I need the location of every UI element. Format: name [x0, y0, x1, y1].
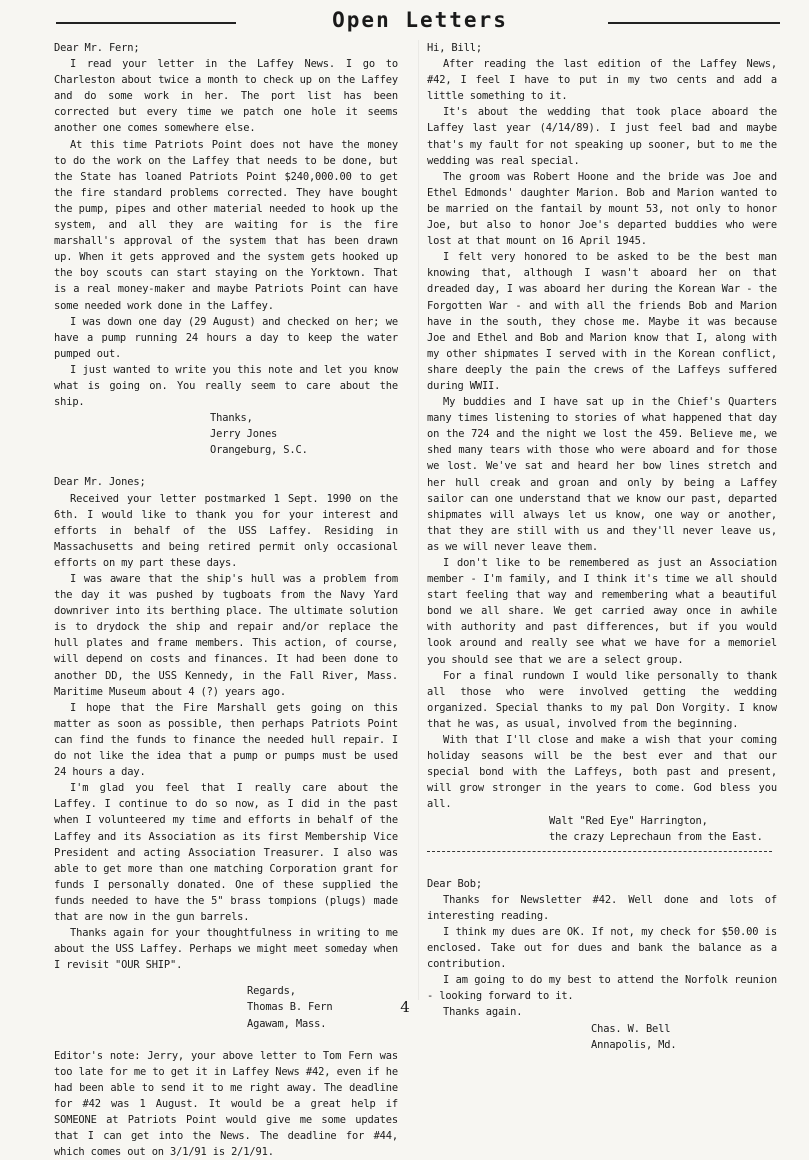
- signature-name: Walt "Red Eye" Harrington,: [549, 814, 708, 827]
- page-number: 4: [400, 998, 410, 1016]
- letter-bell: [427, 876, 777, 1053]
- letter-fern-to-jones: [54, 474, 398, 1031]
- letter-paragraph: I think my dues are OK. If not, my check for $50.00 is enclosed. Take out for dues and bank the balance as a contribution.: [427, 925, 777, 971]
- letter-paragraph: I hope that the Fire Marshall gets going on this matter as soon as possible, then perhaps Patriots Point can find the funds to finance the needed hull repair. I do not like the idea that a pump or pumps must be used 24 hours a day.: [54, 701, 398, 779]
- signature-place: the crazy Leprechaun from the East.: [549, 830, 763, 843]
- editor-note: Editor's note: Jerry, your above letter to Tom Fern was too late for me to get it in Laffey News #42, even if he had been able to send it to me right away. The deadline for #42 was 1 August. It would be a great help if SOMEONE at Patriots Point would give me some updates that I can get into the News. The deadline for #44, which comes out on 3/1/91 is 2/1/91.: [54, 1049, 398, 1159]
- signature-name: Chas. W. Bell: [591, 1022, 671, 1035]
- letter-closing: Thanks,: [210, 412, 253, 425]
- header-rule-left: [56, 22, 236, 24]
- letter-paragraph: It's about the wedding that took place aboard the Laffey last year (4/14/89). I just feel bad and maybe that's my fault for not speaking up sooner, but to me the wedding was real special.: [427, 106, 777, 167]
- letter-salutation: Dear Mr. Jones;: [54, 476, 146, 489]
- letter-paragraph: For a final rundown I would like personally to thank all those who were involved getting the wedding organized. Special thanks to my pal Don Vorgity. I know that he was, as usual, involved from the beginning.: [427, 669, 777, 730]
- letter-paragraph: I felt very honored to be asked to be the best man knowing that, although I wasn't aboard her on that dreaded day, I was aboard her during the Korean War - the Forgotten War - and with all the friends Bob and Marion have in the south, they chose me. Maybe it was because Joe and Ethel and Bob and Marion know that I, along with my other shipmates I served with in the Korean conflict, share deeply the pain the crews of the Laffeys suffered during WWII.: [427, 251, 777, 392]
- letter-jones-to-fern: [54, 40, 398, 458]
- letter-salutation: Dear Bob;: [427, 877, 482, 890]
- letter-paragraph: Thanks again for your thoughtfulness in writing to me about the USS Laffey. Perhaps we might meet someday when I revisit "OUR SHIP".: [54, 927, 398, 972]
- signature-place: Agawam, Mass.: [247, 1017, 327, 1030]
- letter-harrington: [427, 40, 777, 845]
- letter-paragraph: I just wanted to write you this note and let you know what is going on. You really seem to care about the ship.: [54, 363, 398, 409]
- letter-paragraph: I'm glad you feel that I really care about the Laffey. I continue to do so now, as I did in the past when I volunteered my time and efforts in behalf of the Laffey and its Association as its first Membership Vice President and acting Association Treasurer. I also was able to get more than one matching Corporation grant for funds I personally donated. One of these supplied the funds needed to have the 5" brass tompions (plugs) made that are now in the gun barrels.: [54, 782, 398, 923]
- letter-paragraph: I was down one day (29 August) and checked on her; we have a pump running 24 hours a day to keep the water pumped out.: [54, 315, 398, 360]
- right-column: [427, 40, 777, 1053]
- left-column: [54, 40, 398, 1160]
- signature-name: Jerry Jones: [210, 428, 278, 441]
- section-divider: [427, 851, 772, 852]
- letter-closing: Regards,: [247, 985, 296, 998]
- letter-paragraph: I don't like to be remembered as just an Association member - I'm family, and I think it's time we all should start feeling that way and remembering what a beautiful bond we all share. We get carried away once in awhile with authority and past differences, but if you would look around and really see what we have for a memoriel you should see that we are a select group.: [427, 557, 777, 666]
- letter-paragraph: At this time Patriots Point does not have the money to do the work on the Laffey that needs to be done, but the State has loaned Patriots Point $240,000.00 to get the fire standard problems corrected. They have bought the pump, pipes and other material needed to hook up the system, and all they are waiting for is the fire marshall's approval of the system that has been drawn up. When it gets approved and the system gets hooked up the boy scouts can start staying on the Yorktown. That is a real money-maker and maybe Patriots Point can have some needed work done in the Laffey.: [54, 138, 398, 312]
- signature-name: Thomas B. Fern: [247, 1001, 333, 1014]
- letter-salutation: Hi, Bill;: [427, 42, 482, 54]
- letter-paragraph: Received your letter postmarked 1 Sept. 1990 on the 6th. I would like to thank you for your interest and efforts in behalf of the USS Laffey. Residing in Massachusetts and being retired permit only occasional efforts on my part these days.: [54, 492, 398, 569]
- letter-salutation: Dear Mr. Fern;: [54, 42, 140, 54]
- page-fold: [418, 40, 419, 1000]
- signature-place: Annapolis, Md.: [591, 1038, 677, 1051]
- page-title: Open Letters: [332, 8, 508, 32]
- letter-paragraph: My buddies and I have sat up in the Chief's Quarters many times listening to stories of what happened that day on the 724 and the night we lost the 459. Believe me, we shed many tears with those who were aboard and for those we lost. We've sat and heard her bow lines stretch and her hull creak and groan and only by being a Laffey sailor can one understand that we know our past, departed shipmates will always let us know, one way or another, that they are still with us and they'll never leave us, as we will never leave them.: [427, 396, 777, 553]
- letter-paragraph: Thanks for Newsletter #42. Well done and lots of interesting reading.: [427, 893, 777, 922]
- letter-paragraph: Thanks again.: [443, 1006, 523, 1019]
- letter-paragraph: I was aware that the ship's hull was a problem from the day it was pushed by tugboats from the Navy Yard downriver into its berthing place. The ultimate solution is to drydock the ship and repair and/or replace the hull plates and frame members. This action, of course, will depend on costs and finances. It had been done to another DD, the USS Kennedy, in the Fall River, Mass. Maritime Museum about 4 (?) years ago.: [54, 573, 398, 698]
- page-header: [0, 8, 809, 42]
- letter-paragraph: After reading the last edition of the Laffey News, #42, I feel I have to put in my two cents and add a little something to it.: [427, 58, 777, 103]
- letter-paragraph: I am going to do my best to attend the Norfolk reunion - looking forward to it.: [427, 974, 777, 1003]
- header-rule-right: [608, 22, 780, 24]
- signature-place: Orangeburg, S.C.: [210, 444, 308, 457]
- letter-paragraph: The groom was Robert Hoone and the bride was Joe and Ethel Edmonds' daughter Marion. Bob and Marion wanted to be married on the fantail by mount 53, not only to honor Joe, but also to honor Joe's departed buddies who were lost at that mount on 16 April 1945.: [427, 170, 777, 248]
- letter-paragraph: With that I'll close and make a wish that your coming holiday seasons will be the best ever and that our special bond with the Laffeys, both past and present, will grow stronger in the years to come. God bless you all.: [427, 734, 777, 811]
- letter-paragraph: I read your letter in the Laffey News. I go to Charleston about twice a month to check up on the Laffey and do some work in her. The port list has been corrected but every time we patch one hole it seems another one comes somewhere else.: [54, 58, 398, 135]
